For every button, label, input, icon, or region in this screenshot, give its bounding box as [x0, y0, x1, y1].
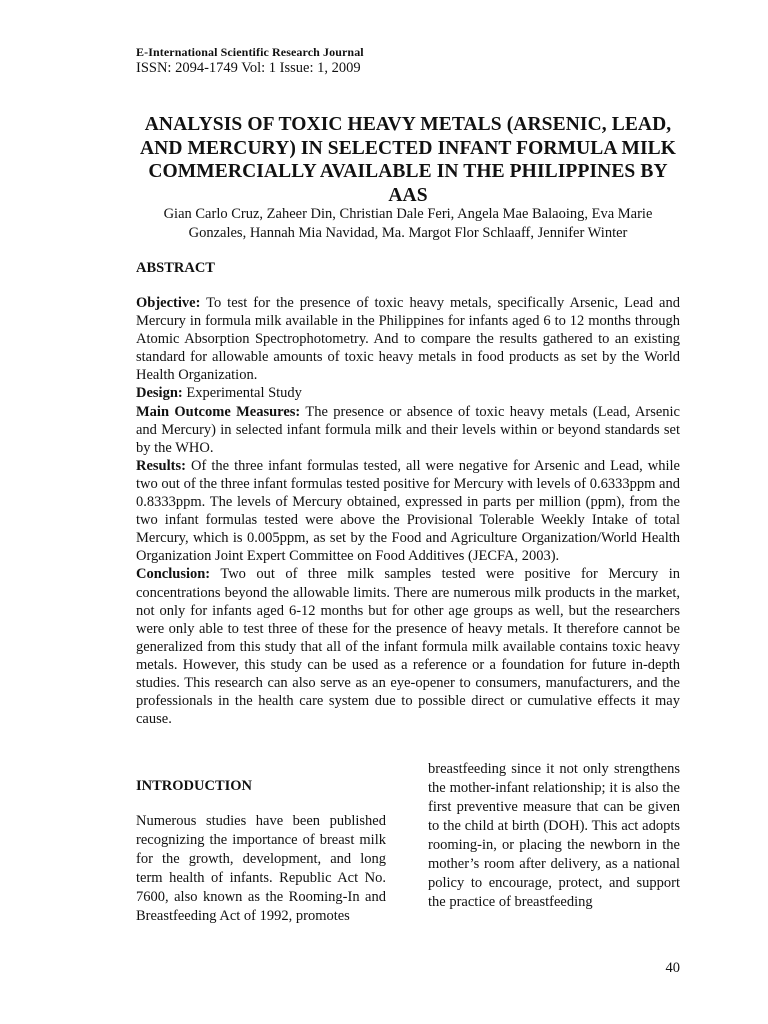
intro-left-paragraph: Numerous studies have been published recognizing the importance of breast milk for the growth, development, and long term health of infants. Republic Act No. 7600, also known as the Rooming-In and Breastfeeding Act of 1992, promotes: [136, 813, 386, 924]
outcome-text: The presence or absence of toxic heavy metals (Lead, Arsenic and Mercury) in selected infant formula milk and their levels within or beyond standards set by the WHO.: [136, 403, 680, 456]
abstract-outcome: [136, 403, 680, 457]
abstract-results: [136, 457, 680, 566]
introduction-left-column: [136, 812, 386, 926]
paper-title: ANALYSIS OF TOXIC HEAVY METALS (ARSENIC, LEAD, AND MERCURY) IN SELECTED INFANT FORMULA MILK COMMERCIALLY AVAILABLE IN THE PHILIPPINES BY AAS: [139, 114, 677, 206]
author-list: Gian Carlo Cruz, Zaheer Din, Christian Dale Feri, Angela Mae Balaoing, Eva Marie Gonzales, Hannah Mia Navidad, Ma. Margot Flor Schlaaff, Jennifer Winter: [163, 206, 653, 241]
intro-right-paragraph: breastfeeding since it not only strengthens the mother-infant relationship; it is also the first preventive measure that can be given to the child at birth (DOH). This act adopts rooming-in, or placing the newborn in the mother’s room after delivery, as a national policy to encourage, protect, and support the practice of breastfeeding: [428, 761, 680, 910]
design-label: Design:: [136, 385, 183, 402]
conclusion-text: Two out of three milk samples tested were positive for Mercury in concentrations beyond the allowable limits. There are numerous milk products in the market, not only for infants aged 6-12 months but for other age groups as well, but the researchers were only able to test three of these for the presence of heavy metals. It therefore cannot be generalized from this study that all of the infant formula milk available contains toxic heavy metals. However, this study can be used as a reference or a foundation for future in-depth studies. This research can also serve as an eye-opener to consumers, manufacturers, and the professionals in the health care system due to possible direct or cumulative effects it may cause.: [136, 566, 680, 728]
introduction-right-column: [428, 760, 680, 912]
objective-text: To test for the presence of toxic heavy metals, specifically Arsenic, Lead and Mercury in formula milk available in the Philippines for infants aged 6 to 12 months through Atomic Absorption Spectrophotometry. And to compare the results gathered to an existing standard for allowable amounts of toxic heavy metals in food products as set by the World Health Organization.: [136, 295, 680, 384]
abstract-conclusion: [136, 565, 680, 728]
abstract-objective: [136, 294, 680, 384]
abstract-body: [136, 294, 680, 728]
journal-name: E-International Scientific Research Journal: [136, 45, 364, 59]
design-text: Experimental Study: [182, 385, 302, 402]
objective-label: Objective:: [136, 295, 201, 311]
abstract-heading: ABSTRACT: [136, 260, 215, 276]
outcome-label: Main Outcome Measures:: [136, 403, 301, 420]
introduction-heading: INTRODUCTION: [136, 778, 253, 794]
issn-line: ISSN: 2094-1749 Vol: 1 Issue: 1, 2009: [136, 60, 361, 76]
conclusion-label: Conclusion:: [136, 566, 211, 583]
abstract-design: [136, 384, 680, 402]
page-number: 40: [665, 960, 680, 976]
results-text: Of the three infant formulas tested, all were negative for Arsenic and Lead, while two out of the three infant formulas tested positive for Mercury with levels of 0.6333ppm and 0.8333ppm. The levels of Mercury obtained, expressed in parts per million (ppm), from the two infant formulas tested were above the Provisional Tolerable Weekly Intake of total Mercury, which is 0.005ppm, as set by the Food and Agriculture Organization/World Health Organization Joint Expert Committee on Food Additives (JECFA, 2003).: [136, 457, 680, 565]
results-label: Results:: [136, 457, 186, 474]
